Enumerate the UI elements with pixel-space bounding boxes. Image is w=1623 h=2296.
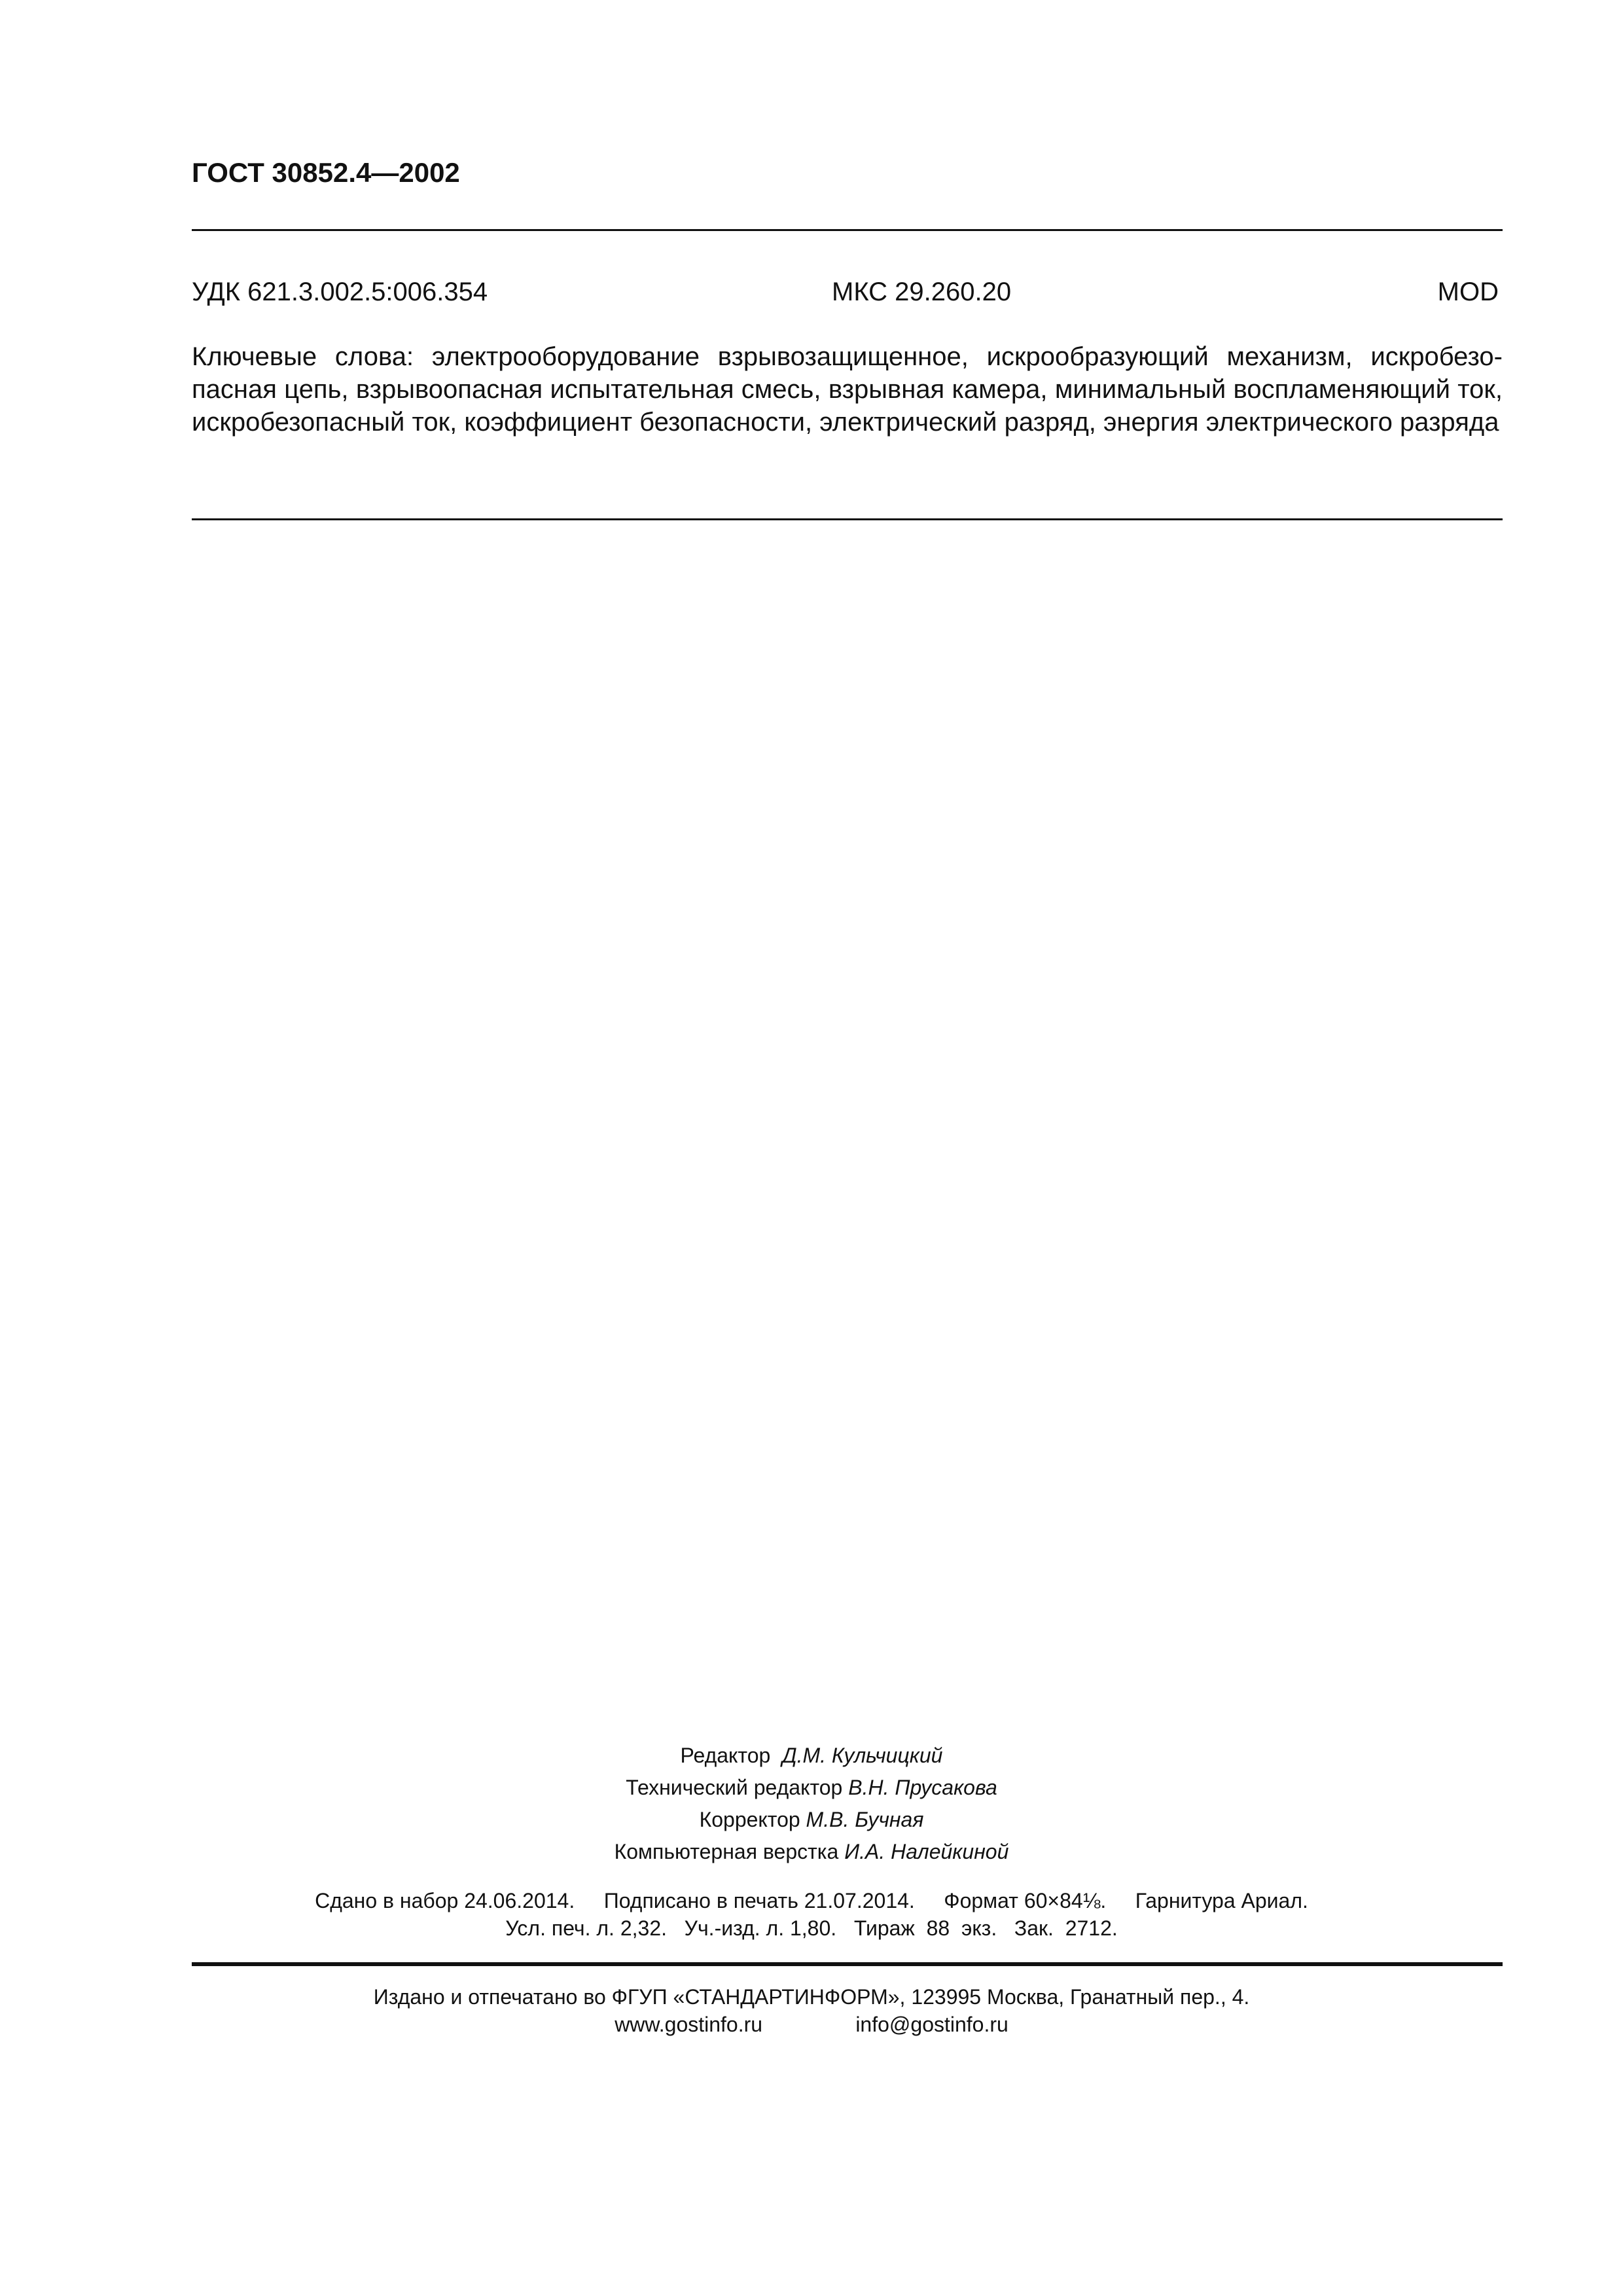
email-link[interactable]: info@gostinfo.ru	[855, 2013, 1008, 2036]
credit-line-editor	[0, 1740, 1623, 1772]
print-info-line-2: Усл. печ. л. 2,32. Уч.-изд. л. 1,80. Тираж 88 экз. Зак. 2712.	[505, 1916, 1118, 1940]
standard-code: ГОСТ 30852.4—2002	[192, 157, 460, 188]
header-divider	[192, 229, 1503, 231]
credit-line-layout	[0, 1836, 1623, 1868]
credit-person: В.Н. Прусакова	[848, 1776, 997, 1799]
print-info-block	[0, 1887, 1623, 1942]
credit-person: Д.М. Кульчицкий	[782, 1744, 943, 1767]
udc-code: УДК 621.3.002.5:006.354	[192, 278, 488, 306]
website-link[interactable]: www.gostinfo.ru	[615, 2013, 763, 2036]
print-info-line-1: Сдано в набор 24.06.2014. Подписано в печать 21.07.2014. Формат 60×84⅛. Гарнитура Ариал.	[315, 1889, 1308, 1912]
mks-code: МКС 29.260.20	[832, 278, 1012, 306]
degree-code: MOD	[1437, 278, 1499, 306]
credit-role: Компьютерная верстка	[614, 1840, 839, 1863]
credit-line-proofreader	[0, 1804, 1623, 1836]
credit-person: И.А. Налейкиной	[844, 1840, 1009, 1863]
credit-line-tech-editor	[0, 1772, 1623, 1804]
footer-divider	[192, 1962, 1503, 1966]
publisher-contacts	[0, 2011, 1623, 2038]
credits-block	[0, 1740, 1623, 1868]
credit-role: Корректор	[699, 1808, 800, 1831]
credit-role: Технический редактор	[626, 1776, 843, 1799]
keywords-paragraph: Ключевые слова: электрооборудование взрывозащищенное, искрообразующий механизм, искробезо-пасная цепь, взрывоопасная испытательная смесь, взрывная камера, минимальный воспламеняющий ток, искробезопасный ток, коэффициент безопасности, электрический разряд, энергия электрического разряда	[192, 342, 1503, 437]
credit-role: Редактор	[680, 1744, 771, 1767]
publisher-line: Издано и отпечатано во ФГУП «СТАНДАРТИНФОРМ», 123995 Москва, Гранатный пер., 4.	[373, 1985, 1250, 2009]
keywords-divider	[192, 518, 1503, 520]
credit-person: М.В. Бучная	[806, 1808, 924, 1831]
publisher-block	[0, 1983, 1623, 2038]
